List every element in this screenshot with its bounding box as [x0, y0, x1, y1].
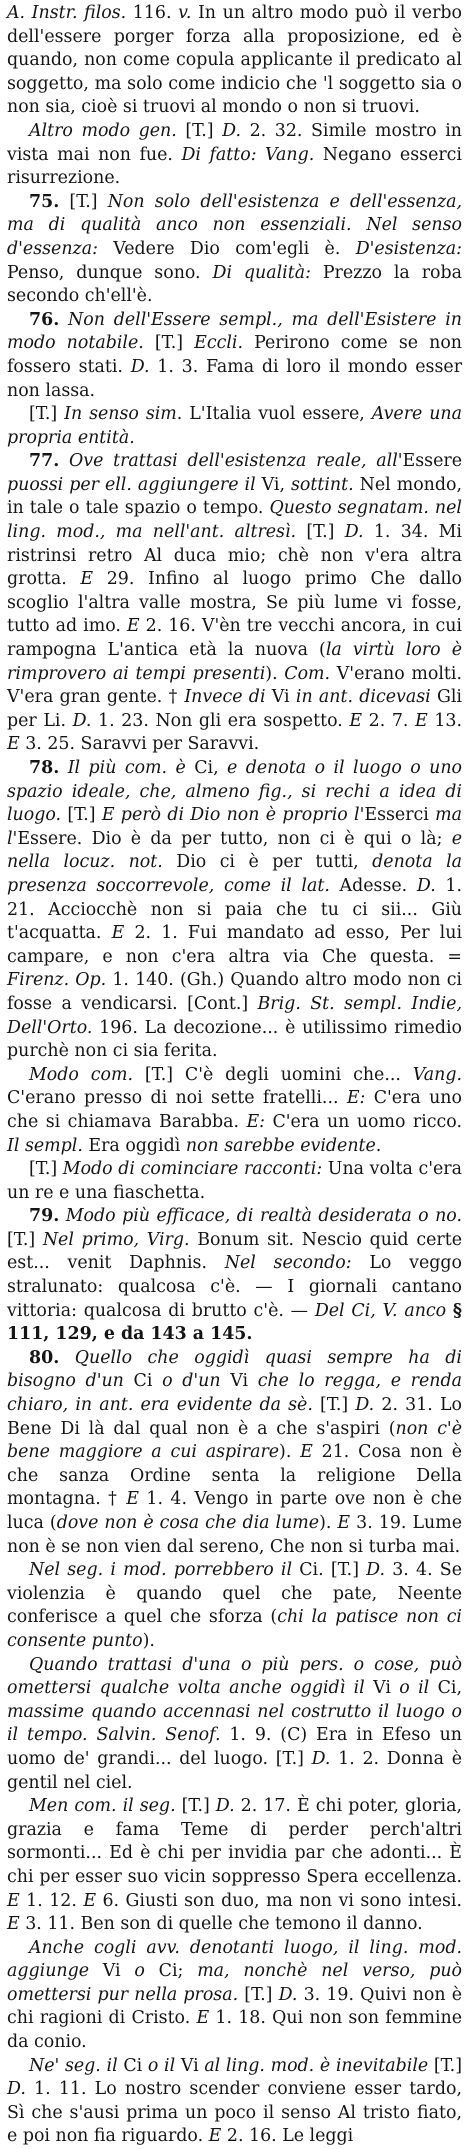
italic-run: denota la presenza soccorrevole, come il lat. [7, 852, 463, 896]
text-run: ). [265, 663, 285, 684]
text-run: 1. 34. Mi ristrinsi retro Al duca mio; chè non v'era altra grotta. [7, 522, 462, 590]
italic-run: E [83, 1890, 97, 1911]
italic-run: E [7, 1914, 20, 1935]
italic-run: Quello che oggidì quasi sempre ha di bisogno d'un [7, 1347, 462, 1392]
italic-run: Modo più efficace, di realtà desiderata o no. [65, 1206, 463, 1227]
text-run: 1. 11. Lo nostro scender conviene esser tardo, Sì che s'ausi prima un poco il senso Al tristo fiato, e poi non fia riguardo. [7, 2079, 462, 2147]
italic-run: e denota o il luogo o uno spazio ideale, che, almeno fig., si rechi a idea di luogo. [7, 758, 463, 826]
text-run: 2. 1. Fui mandato ad esso, Per lui campare, e non c'era altra via Che questa. = [7, 923, 463, 967]
text-run: 2. 7. [362, 710, 416, 731]
italic-run: D. [344, 522, 364, 543]
entry-paragraph-p06 [7, 450, 462, 757]
text-run: [T.] [29, 404, 65, 425]
entry-paragraph-p01 [7, 2, 462, 120]
italic-run: che lo regga, e renda chiaro, in ant. era evidente da sè. [7, 1371, 462, 1416]
italic-run: D. [7, 2079, 26, 2100]
text-run: 3. 19. Quivi non è chi ragioni di Cristo. [7, 1984, 462, 2029]
text-run: Vi [220, 1371, 258, 1392]
italic-run: E [7, 734, 20, 755]
section-number: § 111, 129, e da 143 a 145. [7, 1300, 462, 1345]
entry-paragraph-p07 [7, 757, 462, 1064]
text-run: Essere. Dio è da per tutto, non ci è qui o là; [17, 828, 452, 849]
italic-run: E [196, 2008, 210, 2029]
italic-run: E [7, 1890, 20, 1911]
italic-run: dove non è cosa che dia lume [56, 1513, 320, 1533]
text-run: 2. 17. È chi poter, gloria, grazia e fama Teme di perder perch'altri sormonti... Ed è chi per invidia par che adonti... È chi per esser suo vicin soppresso Spera eccellenza. [7, 1796, 462, 1887]
italic-run: Firenz. Op. [7, 970, 107, 991]
text-run: 1. 2. Donna è gentil nel ciel. [7, 1748, 462, 1793]
text-run: Ci; [144, 1961, 198, 1982]
italic-run: o il [399, 1678, 430, 1699]
italic-run: o d'un [162, 1371, 221, 1392]
italic-run: Eccli. [194, 333, 243, 354]
entry-paragraph-p03 [7, 191, 462, 309]
italic-run: Nel secondo: [224, 1253, 352, 1274]
text-run: 2. 16. Le leggi [221, 2126, 354, 2147]
text-run: 1. 12. [19, 1890, 84, 1911]
text-run: 13. [427, 710, 462, 731]
italic-run: D. [355, 1395, 375, 1416]
italic-run: D. [416, 875, 436, 896]
italic-run: Nel seg. i mod. porrebbero il [29, 1560, 293, 1581]
italic-run: D'esistenza: [355, 238, 462, 259]
italic-run: Invece di [184, 687, 266, 708]
text-run: Essere [402, 451, 462, 472]
section-number: 78. [29, 758, 60, 778]
text-run: V'erano molti. V'era gran gente. † [7, 663, 462, 708]
text-run: 116. [126, 3, 179, 23]
text-run: 1. 18. Qui non son femmine da conio. [7, 2008, 463, 2053]
text-run: Ci, [185, 758, 228, 778]
text-run: L'Italia vuol essere, [182, 404, 372, 425]
entry-paragraph-p04 [7, 309, 462, 403]
text-run: [T.] [312, 1395, 356, 1416]
italic-run: Anche cogli avv. denotanti luogo, il ling. mod. aggiunge [7, 1937, 462, 1982]
entry-paragraph-p10 [7, 1205, 462, 1347]
italic-run: E però di Dio non è proprio l' [101, 805, 365, 826]
italic-run: E [337, 1513, 351, 1533]
text-run: 21. Cosa non è che sanza Ordine senta la religione Della montagna. † [7, 1442, 462, 1510]
italic-run: massime quando accennasi nel costrutto il luogo o il tempo. Salvin. Senof. [7, 1701, 462, 1746]
text-run: 1. 3. Fama di loro il mondo esser non lassa. [7, 356, 463, 401]
italic-run: chi la patisce non ci consente punto [7, 1607, 462, 1651]
text-run: 29. Infino al luogo primo Che dallo scoglio l'altra valle mostra, Se più lume vi fosse, tutto ad imo. [7, 569, 462, 637]
italic-run: Non solo dell'esistenza e dell'essenza, ma di qualità anco non essenziali. Nel senso d'essenza: [7, 191, 462, 259]
text-run: Prezzo la roba secondo ch'ell'è. [7, 262, 462, 307]
italic-run: D. [278, 1984, 298, 2005]
italic-run: E: [246, 1111, 266, 1132]
italic-run: ma, nonchè nel verso, può omettersi pur nella prosa. [7, 1961, 462, 2005]
section-number: 77. [29, 451, 60, 472]
italic-run: E [349, 710, 363, 731]
italic-run: Del Ci, V. anco [314, 1300, 447, 1321]
text-run: Ci. [T.] [292, 1560, 367, 1581]
text-run: 3. 11. Ben son di quelle che temono il danno. [19, 1914, 423, 1935]
italic-run: In senso sim. [64, 404, 183, 425]
italic-run: A. Instr. filos. [7, 3, 127, 23]
text-run [59, 758, 67, 778]
section-number: 80. [29, 1347, 60, 1368]
italic-run: Il sempl. [7, 1135, 83, 1156]
text-run: 1. 140. (Gh.) Quando altro modo non ci fosse a vendicarsi. [Cont.] [7, 970, 462, 1014]
text-run: Dio ci è per tutti, [162, 852, 373, 873]
italic-run: E [126, 616, 140, 637]
italic-run: Quando trattasi d'una o più pers. o cose, può omettersi qualche volta anche oggidì il [7, 1654, 462, 1699]
text-run [59, 310, 68, 330]
text-run: Vi [175, 2055, 205, 2076]
text-run: [T.] [296, 522, 345, 543]
text-run: 1. 21. Acciocchè non si paia che tu ci sii... Giù t'acquatta. [7, 875, 462, 944]
text-run: 1. 9. (C) Era in Efeso un uomo de' grandi... del luogo. [T.] [7, 1725, 462, 1769]
italic-run: Questo segnatam. nel ling. mod., ma nell'ant. altresì. [7, 498, 462, 543]
text-run: 3. 19. Lume non è se non vien dal sereno, Che non si turba mai. [7, 1513, 462, 1557]
italic-run: E: [346, 1088, 366, 1109]
entry-paragraph-p12 [7, 1559, 462, 1653]
text-run: Penso, dunque sono. [7, 262, 213, 283]
italic-run: E [300, 1442, 313, 1463]
italic-run: puossi per ell. aggiungere il [7, 474, 256, 495]
text-run: [T.] [175, 1796, 216, 1817]
text-run: Era oggidì [82, 1135, 186, 1156]
text-run: Vi [89, 1961, 135, 1982]
entry-paragraph-p02 [7, 120, 462, 191]
text-run: 3. 4. Se violenzia è quando quel che pate, Neente conferisce a quel che sforza ( [7, 1560, 462, 1628]
text-run: Ci [123, 1371, 163, 1392]
text-run: Vedere Dio com'egli è. [97, 238, 356, 259]
text-run: [T.] [176, 120, 223, 141]
italic-run: Non dell'Essere sempl., ma dell'Esistere in modo notabile. [7, 309, 462, 354]
italic-run: Brig. St. sempl. Indie, Dell'Orto. [7, 993, 462, 1038]
italic-run: E [80, 569, 94, 590]
italic-run: Avere una propria entità. [7, 404, 462, 448]
text-run: Negano esserci risurrezione. [7, 144, 462, 189]
text-run [59, 451, 69, 471]
italic-run: Di fatto: Vang. [181, 144, 315, 165]
text-run: Bonum sit. Nescio quid certe est... venit Daphnis. [7, 1229, 462, 1274]
text-run: [T.] [61, 805, 102, 826]
text-run: Vi [265, 687, 296, 708]
italic-run: ma l' [7, 805, 463, 849]
italic-run: E [126, 1489, 139, 1510]
text-run: 1. 23. Non gli era sospetto. [91, 710, 350, 731]
text-run: [T.] C'è degli uomini che... [133, 1064, 413, 1085]
italic-run: Nel primo, Virg. [42, 1229, 190, 1250]
italic-run: e nella locuz. not. [7, 828, 462, 873]
italic-run: Vang. [412, 1064, 462, 1085]
entry-paragraph-p08 [7, 1064, 462, 1158]
text-run: ). [142, 1630, 155, 1651]
italic-run: Altro modo gen. [29, 120, 177, 141]
text-run: ). [279, 1442, 301, 1463]
entry-paragraph-p11 [7, 1347, 462, 1559]
text-run: Vi, [255, 474, 291, 495]
text-run: [T.] [29, 1159, 63, 1180]
text-run: 196. La decozione... è utilissimo rimedio purchè non ci sia ferita. [7, 1017, 462, 1062]
text-run: Lo veggo stralunato: qualcosa c'è. — I giornali cantano vittoria: qualcosa di brutto c'è. — [7, 1253, 462, 1321]
text-run: Ci [117, 2055, 148, 2076]
entry-paragraph-p16 [7, 2055, 462, 2149]
text-run: Ci, [429, 1678, 462, 1699]
italic-run: D. [311, 1748, 331, 1769]
italic-run: E [208, 2126, 222, 2147]
text-run: [T.] [143, 333, 195, 354]
text-run: ). [319, 1513, 338, 1533]
italic-run: non sarebbe evidente. [185, 1135, 382, 1156]
entry-paragraph-p05 [7, 403, 462, 450]
entry-paragraph-p13 [7, 1654, 462, 1796]
entry-paragraph-p15 [7, 1937, 462, 2055]
text-run: C'era un uomo ricco. [265, 1111, 462, 1132]
text-run: Perirono come se non fossero stati. [7, 333, 463, 377]
text-run: 2. 32. Simile mostro in vista mai non fue. [7, 120, 462, 165]
italic-run: Men com. il seg. [29, 1796, 176, 1817]
italic-run: D. [72, 710, 92, 731]
text-run [59, 1348, 74, 1368]
text-run [446, 1301, 453, 1321]
italic-run: la virtù loro è rimprovero ai tempi presenti [7, 640, 462, 684]
section-number: 75. [29, 191, 60, 212]
italic-run: sottint. [290, 474, 354, 495]
italic-run: D. [215, 1796, 235, 1817]
italic-run: Ne' seg. il [29, 2055, 118, 2076]
italic-run: Ove trattasi dell'esistenza reale, all' [69, 451, 403, 472]
text-run: [T.] [428, 2055, 462, 2076]
text-run: Esserci [364, 805, 436, 826]
italic-run: D. [222, 120, 241, 141]
italic-run: D. [130, 356, 150, 377]
text-run: Una volta c'era un re e una fiaschetta. [7, 1159, 462, 1203]
italic-run: Il più com. è [67, 758, 186, 778]
italic-run: E [415, 710, 428, 731]
italic-run: v. [178, 3, 192, 23]
entry-paragraph-p14 [7, 1795, 462, 1937]
section-number: 79. [29, 1206, 60, 1227]
text-run: 2. 16. V'èn tre vecchi ancora, in cui rampogna L'antica età la nuova ( [7, 616, 462, 661]
text-run: C'era uno che si chiamava Barabba. [7, 1088, 462, 1132]
italic-run: Di qualità: [212, 262, 311, 283]
text-run: [T.] [7, 1229, 43, 1250]
text-run: In un altro modo può il verbo dell'essere porger forza alla proposizione, ed è quando, non come copula applicante il predicato al soggetto, ma solo come indicio che 'l soggetto sia o non sia, cioè si truovi al mondo o non si truovi. [7, 3, 463, 118]
italic-run: o il [147, 2055, 176, 2076]
text-run: C'erano presso di noi sette fratelli... [7, 1088, 347, 1109]
text-run: 1. 4. Vengo in parte ove non è che luca ( [7, 1489, 462, 1533]
italic-run: Com. [284, 663, 331, 684]
text-run: [T.] [59, 191, 108, 212]
text-run: Vi [364, 1678, 400, 1699]
italic-run: non c'è bene maggiore a cui aspirare [7, 1418, 463, 1463]
italic-run: D. [366, 1560, 386, 1581]
text-run: Nel mondo, in tale o tale spazio o tempo. [7, 474, 462, 519]
text-run: Gli per Li. [7, 687, 462, 731]
italic-run: in ant. dicevasi [295, 687, 431, 708]
text-run: [T.] [238, 1984, 279, 2005]
text-run: 6. Giusti son duo, ma non vi sono intesi. [96, 1890, 463, 1911]
text-run: 3. 25. Saravvi per Saravvi. [19, 734, 260, 755]
entry-paragraph-p09 [7, 1158, 462, 1205]
italic-run: al ling. mod. è inevitabile [204, 2055, 429, 2076]
text-run: 2. 31. Lo Bene Di là dal qual non è a che s'aspiri ( [7, 1395, 462, 1439]
section-number: 76. [29, 309, 60, 330]
italic-run: E [111, 923, 125, 944]
italic-run: o [134, 1961, 145, 1982]
italic-run: Modo com. [29, 1064, 133, 1085]
italic-run: Modo di cominciare racconti: [62, 1159, 323, 1180]
text-run: Adesse. [329, 875, 417, 896]
